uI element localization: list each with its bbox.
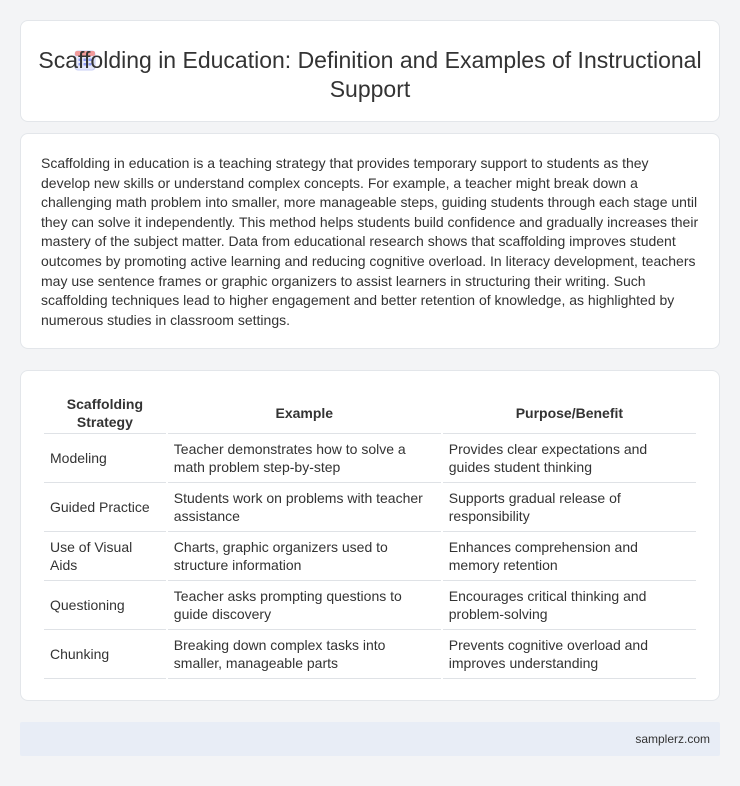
cell-purpose: Encourages critical thinking and problem-solving: [443, 581, 696, 630]
table-row: [44, 630, 696, 679]
table-row: [44, 483, 696, 532]
cell-example: Teacher demonstrates how to solve a math problem step-by-step: [168, 434, 441, 483]
cell-purpose: Enhances comprehension and memory retention: [443, 532, 696, 581]
intro-paragraph: Scaffolding in education is a teaching strategy that provides temporary support to students as they develop new skills or understand complex concepts. For example, a teacher might break down a challenging math problem into smaller, more manageable steps, guiding students through each stage until they can solve it independently. This method helps students build confidence and gradually increases their mastery of the subject matter. Data from educational research shows that scaffolding improves student outcomes by promoting active learning and reducing cognitive overload. In literacy development, teachers may use sentence frames or graphic organizers to assist learners in structuring their writing. Such scaffolding techniques lead to higher engagement and better retention of knowledge, as highlighted by numerous studies in classroom settings.: [41, 155, 699, 328]
footer-site-link[interactable]: samplerz.com: [635, 732, 710, 746]
cell-strategy: Chunking: [44, 630, 166, 679]
table-header-row: [44, 392, 696, 434]
cell-example: Students work on problems with teacher assistance: [168, 483, 441, 532]
column-header-purpose: Purpose/Benefit: [443, 392, 696, 434]
cell-example: Teacher asks prompting questions to guide discovery: [168, 581, 441, 630]
table-row: [44, 581, 696, 630]
strategies-table: [42, 392, 698, 679]
table-card: [20, 370, 720, 701]
cell-strategy: Questioning: [44, 581, 166, 630]
footer-bar: [20, 722, 720, 756]
cell-strategy: Use of Visual Aids: [44, 532, 166, 581]
cell-strategy: Modeling: [44, 434, 166, 483]
intro-card: [20, 133, 720, 349]
page-title: Scaffolding in Education: Definition and Examples of Instructional Support: [38, 47, 702, 102]
cell-purpose: Provides clear expectations and guides student thinking: [443, 434, 696, 483]
table-row: [44, 434, 696, 483]
table-row: [44, 532, 696, 581]
header-card: [20, 20, 720, 122]
cell-example: Charts, graphic organizers used to structure information: [168, 532, 441, 581]
cell-purpose: Prevents cognitive overload and improves understanding: [443, 630, 696, 679]
cell-purpose: Supports gradual release of responsibility: [443, 483, 696, 532]
cell-strategy: Guided Practice: [44, 483, 166, 532]
column-header-strategy: Scaffolding Strategy: [44, 392, 166, 434]
cell-example: Breaking down complex tasks into smaller, manageable parts: [168, 630, 441, 679]
column-header-example: Example: [168, 392, 441, 434]
